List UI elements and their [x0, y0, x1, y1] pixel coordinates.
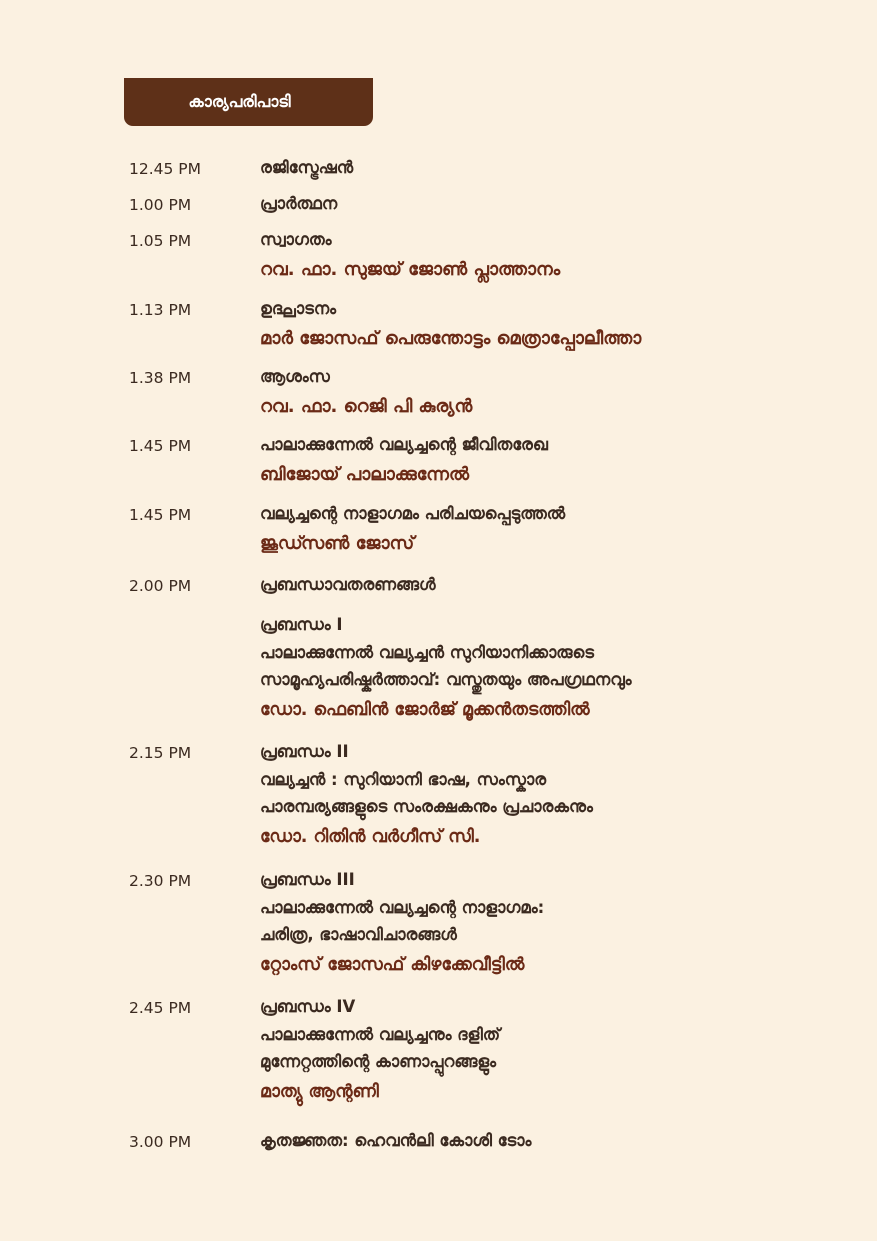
- schedule-item-speaker: മാത്യു ആന്റണി: [260, 1082, 379, 1102]
- schedule-time: 12.45 PM: [129, 160, 202, 178]
- schedule-item-speaker: ബിജോയ് പാലാക്കുന്നേൽ: [260, 464, 469, 485]
- paper-title-line: ചരിത്ര, ഭാഷാവിചാരങ്ങൾ: [260, 925, 457, 944]
- schedule-time: 2.30 PM: [129, 872, 192, 890]
- schedule-item-title: പ്രാർത്ഥന: [260, 194, 338, 213]
- paper-label: പ്രബന്ധം II: [260, 742, 349, 761]
- schedule-time: 2.00 PM: [129, 577, 192, 595]
- paper-title-line: പാലാക്കുന്നേൽ വല്യച്ചൻ സുറിയാനിക്കാരുടെ: [260, 643, 595, 662]
- section-title: കാര്യപരിപാടി: [188, 92, 291, 111]
- schedule-item-title: കൃതജ്ഞത: ഹെവൻലി കോശി ടോം: [260, 1131, 532, 1150]
- paper-title-line: പാലാക്കുന്നേൽ വല്യച്ചനും ദളിത്: [260, 1025, 501, 1044]
- schedule-time: 1.45 PM: [129, 506, 192, 524]
- paper-title-line: പാരമ്പര്യങ്ങളുടെ സംരക്ഷകനും പ്രചാരകനും: [260, 797, 593, 816]
- schedule-item-speaker: ജൂഡ്സൺ ജോസ്: [260, 533, 415, 554]
- paper-title-line: വല്യച്ചൻ : സുറിയാനി ഭാഷ, സംസ്കാര: [260, 770, 547, 789]
- schedule-item-speaker: റ്റോംസ് ജോസഫ് കിഴക്കേവീട്ടിൽ: [260, 955, 525, 975]
- schedule-time: 3.00 PM: [129, 1133, 192, 1151]
- schedule-item-title: പ്രബന്ധാവതരണങ്ങൾ: [260, 575, 436, 594]
- schedule-item-title: രജിസ്ട്രേഷൻ: [260, 158, 354, 177]
- paper-title-line: സാമൂഹ്യപരിഷ്കർത്താവ്: വസ്തുതയും അപഗ്രഥനവും: [260, 670, 632, 689]
- schedule-item-title: സ്വാഗതം: [260, 230, 332, 249]
- paper-label: പ്രബന്ധം I: [260, 615, 343, 634]
- paper-title-line: മുന്നേറ്റത്തിന്റെ കാണാപ്പുറങ്ങളും: [260, 1052, 497, 1071]
- schedule-time: 2.45 PM: [129, 999, 192, 1017]
- paper-title-line: പാലാക്കുന്നേൽ വല്യച്ചന്റെ നാളാഗമം:: [260, 898, 545, 917]
- schedule-item-title: വല്യച്ചന്റെ നാളാഗമം പരിചയപ്പെടുത്തൽ: [260, 504, 566, 523]
- schedule-item-speaker: മാർ ജോസഫ് പെരുന്തോട്ടം മെത്രാപ്പോലീത്താ: [260, 328, 642, 349]
- paper-label: പ്രബന്ധം IV: [260, 997, 356, 1016]
- schedule-time: 1.38 PM: [129, 369, 192, 387]
- schedule-time: 1.00 PM: [129, 196, 192, 214]
- schedule-time: 1.05 PM: [129, 232, 192, 250]
- schedule-item-title: ആശംസ: [260, 367, 330, 386]
- schedule-item-speaker: റവ. ഫാ. റെജി പി കുര്യൻ: [260, 396, 473, 417]
- schedule-item-title: ഉദ്ഘാടനം: [260, 299, 337, 318]
- schedule-time: 1.45 PM: [129, 437, 192, 455]
- schedule-item-speaker: റവ. ഫാ. സുജയ് ജോൺ പ്ലാത്താനം: [260, 259, 561, 280]
- schedule-item-title: പാലാക്കുന്നേൽ വല്യച്ചന്റെ ജീവിതരേഖ: [260, 435, 548, 454]
- schedule-time: 2.15 PM: [129, 744, 192, 762]
- schedule-item-speaker: ഡോ. റിതിൻ വർഗീസ് സി.: [260, 827, 481, 847]
- schedule-item-speaker: ഡോ. ഫെബിൻ ജോർജ് മൂക്കൻതടത്തിൽ: [260, 700, 590, 720]
- paper-label: പ്രബന്ധം III: [260, 870, 355, 889]
- schedule-time: 1.13 PM: [129, 301, 192, 319]
